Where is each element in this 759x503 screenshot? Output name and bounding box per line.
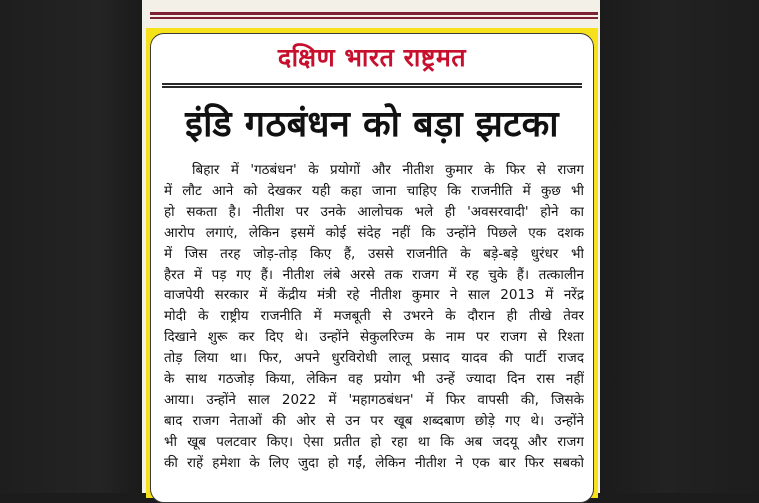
article-line: की राहें हमेशा के लिए जुदा हो गईं, लेकिन नीतीश ने एक बार फिर सबको [164,454,584,471]
article-line: बाद राजग नेताओं की ओर से उन पर खूब शब्दबाण छोड़े गए थे। उन्होंने [164,412,584,429]
masthead-rule [162,86,582,88]
headline: इंडि गठबंधन को बड़ा झटका [185,104,559,145]
article-line: हैरत में पड़ गए हैं। नीतीश लंबे अरसे तक राजग में रह चुके हैं। तत्कालीन [164,266,584,283]
dark-background-left [0,0,142,493]
article-line: तोड़ लिया था। फिर, अपने धुरविरोधी लालू प्रसाद यादव की पार्टी राजद [164,350,584,367]
article-line: बिहार में 'गठबंधन' के प्रयोगों और नीतीश कुमार के फिर से राजग [192,162,584,178]
article-line: मोदी के राष्ट्रीय राजनीति में मजबूती से उभरने के दौरान ही तीखे तेवर [164,308,584,325]
masthead-rule [162,83,582,85]
masthead: दक्षिण भारत राष्ट्रमत [277,43,467,72]
article-line: के साथ गठजोड़ किया, लेकिन वह प्रयोग भी उन्हें ज्यादा दिन रास नहीं [164,371,584,388]
article-line: दिखाने शुरू कर दिए थे। उन्होंने सेकुलरिज्म के नाम पर राजग से रिश्ता [164,329,584,346]
article-line: वाजपेयी सरकार में केंद्रीय मंत्री रहे नीतीश कुमार ने साल 2013 में नरेंद्र [164,287,584,304]
article-line: हो सकता है। नीतीश पर उनके आलोचक भले ही 'अवसरवादी' होने का [164,203,584,220]
article-line: आरोप लगाएं, लेकिन इसमें कोई संदेह नहीं कि उन्होंने पिछले एक दशक [164,224,584,241]
article-line: में लौट आने को देखकर यही कहा जाना चाहिए कि राजनीति में कुछ भी [164,182,584,199]
article-line: आया। उन्होंने साल 2022 में 'महागठबंधन' में फिर वापसी की, जिसके [164,391,584,408]
dark-background-right [600,0,759,493]
top-rule [150,17,598,19]
article-line: में जिस तरह जोड़-तोड़ किए हैं, उससे राजनीति के बड़े-बड़े धुरंधर भी [164,245,584,262]
article-line: भी खूब पलटवार किए। ऐसा प्रतीत हो रहा था कि अब जदयू और राजग [164,433,584,450]
article-body [164,160,584,474]
top-rule [150,12,598,15]
